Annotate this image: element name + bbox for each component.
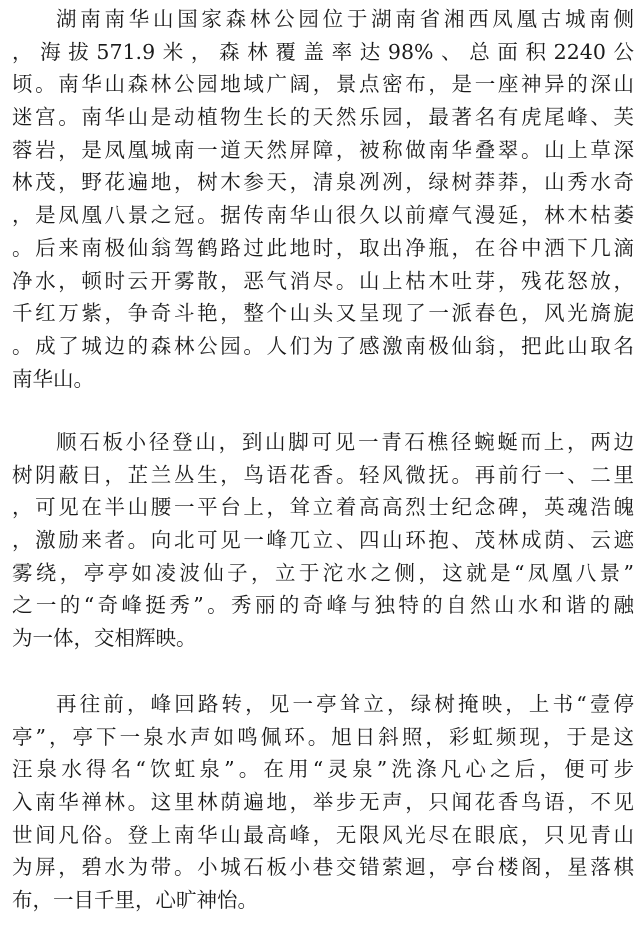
text-line: 汪泉水得名“饮虹泉”。在用“灵泉”洗涤凡心之后，便可步 [12, 757, 634, 782]
text-line: 湖南南华山国家森林公园位于湖南省湘西凤凰古城南侧 [56, 7, 634, 31]
text-line: 千红万紫，争奇斗艳，整个山头又呈现了一派春色，风光旖旎 [12, 301, 634, 326]
text-line: 净水，顿时云开雾散，恶气消尽。山上枯木吐芽，残花怒放， [12, 268, 634, 293]
text-line: 顷。南华山森林公园地域广阔，景点密布，是一座神异的深山 [12, 72, 634, 97]
text-line: ，海拔571.9米，森林覆盖率达98%、总面积2240公 [12, 39, 634, 64]
text-line: 树阴蔽日，芷兰丛生，鸟语花香。轻风微抚。再前行一、二里 [12, 462, 634, 487]
text-line: 再往前，峰回路转，见一亭耸立，绿树掩映，上书“壹停 [56, 692, 634, 716]
text-line: 南华山。 [12, 366, 94, 391]
text-line: ，激励来者。向北可见一峰兀立、四山环抱、茂林成荫、云遮 [12, 528, 634, 553]
paragraph-2 [12, 426, 634, 655]
text-line: 亭”，亭下一泉水声如鸣佩环。旭日斜照，彩虹频现，于是这 [12, 724, 634, 749]
text-line: 蓉岩，是凤凰城南一道天然屏障，被称做南华叠翠。山上草深 [12, 137, 634, 162]
text-line: 为屏，碧水为带。小城石板小巷交错萦迴，亭台楼阁，星落棋 [12, 855, 634, 880]
text-line: 世间凡俗。登上南华山最高峰，无限风光尽在眼底，只见青山 [12, 822, 634, 847]
text-line: 林茂，野花遍地，树木参天，清泉冽冽，绿树莽莽，山秀水奇 [12, 170, 634, 195]
text-line: 。后来南极仙翁驾鹤路过此地时，取出净瓶，在谷中洒下几滴 [12, 235, 634, 260]
text-line: 布，一目千里，心旷神怡。 [12, 888, 258, 913]
text-line: 入南华禅林。这里林荫遍地，举步无声，只闻花香鸟语，不见 [12, 790, 634, 815]
paragraph-3 [12, 688, 634, 917]
text-line: 迷宫。南华山是动植物生长的天然乐园，最著名有虎尾峰、芙 [12, 105, 634, 130]
paragraph-1 [12, 3, 634, 395]
text-line: 。成了城边的森林公园。人们为了感激南极仙翁，把此山取名 [12, 333, 634, 358]
text-line: ，可见在半山腰一平台上，耸立着高高烈士纪念碑，英魂浩魄 [12, 495, 634, 520]
text-line: 为一体，交相辉映。 [12, 626, 197, 651]
text-line: ，是凤凰八景之冠。据传南华山很久以前瘴气漫延，林木枯萎 [12, 203, 634, 228]
text-line: 之一的“奇峰挺秀”。秀丽的奇峰与独特的自然山水和谐的融 [12, 593, 634, 618]
text-line: 雾绕，亭亭如凌波仙子，立于沱水之侧，这就是“凤凰八景” [12, 560, 634, 585]
text-line: 顺石板小径登山，到山脚可见一青石樵径蜿蜒而上，两边 [56, 430, 634, 454]
